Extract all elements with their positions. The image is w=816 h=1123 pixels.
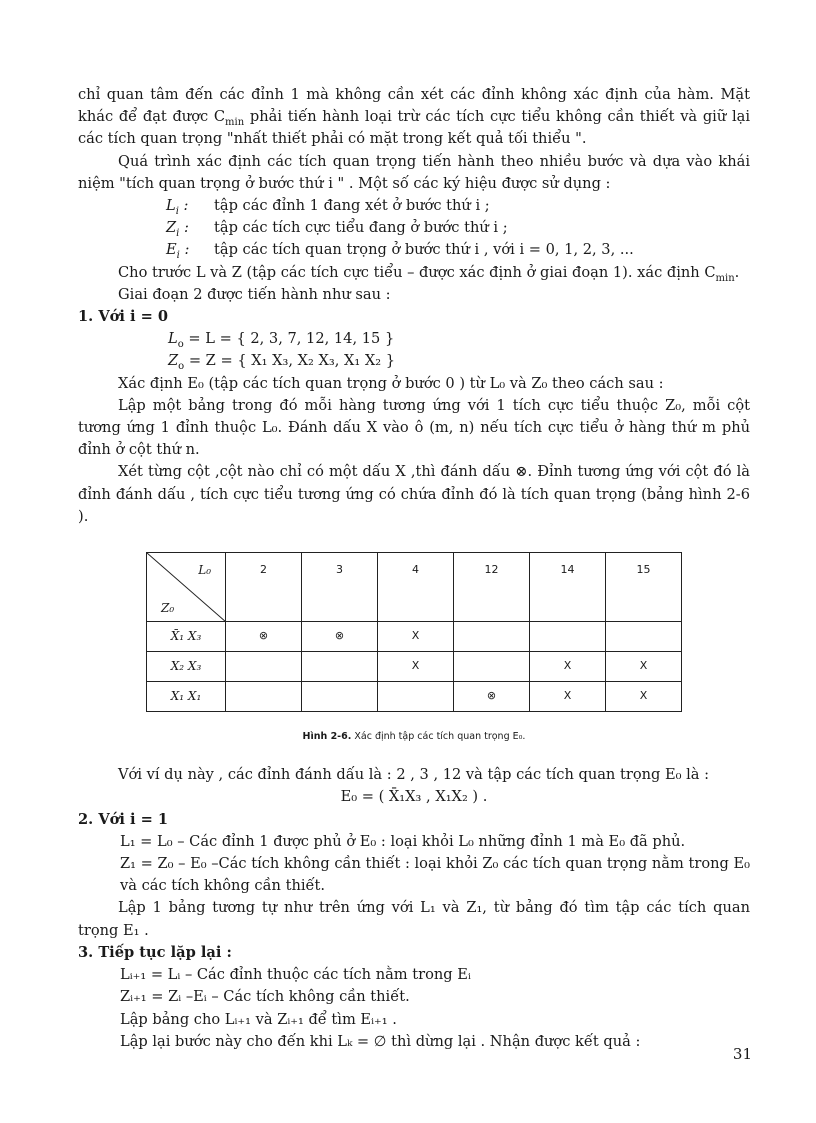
table-cell <box>302 682 378 712</box>
step1-paragraph-1: Xác định E₀ (tập các tích quan trọng ở bước 0 ) từ L₀ và Z₀ theo cách sau : <box>118 374 664 392</box>
definition-text: tập các tích cực tiểu đang ở bước thứ i ; <box>214 219 508 237</box>
table-row-label: X₂ X₃ <box>147 652 226 682</box>
table-cell <box>454 652 530 682</box>
table-column-header: 2 <box>226 553 302 622</box>
table-cell <box>454 622 530 652</box>
step3-paragraph-1: Lập bảng cho Lᵢ₊₁ và Zᵢ₊₁ để tìm Eᵢ₊₁ . <box>120 1010 397 1028</box>
step3-heading: 3. Tiếp tục lặp lại : <box>78 943 232 961</box>
table-column-header: 4 <box>378 553 454 622</box>
table-cell: X <box>606 682 682 712</box>
table-cell <box>302 652 378 682</box>
table-column-header: 3 <box>302 553 378 622</box>
step1-eq-L0: $L_o = L$ = { 2, 3, 7, 12, 14, 15 } <box>168 330 395 351</box>
definition-symbol: $E_i$ : <box>166 241 190 262</box>
table-cell <box>378 682 454 712</box>
table-cell <box>606 622 682 652</box>
table-header-row <box>147 553 682 622</box>
important-products-table <box>146 552 682 712</box>
intro-paragraph-1: chỉ quan tâm đến các đỉnh 1 mà không cần xét các đỉnh không xác định của hàm. Mặt khác để đạt được $C_{min}$ phải tiến hành loại trừ các tích cực tiểu không cần thiết và giữ lại các tích quan trọng "nhất thiết phải có mặt trong kết quả tối thiểu ". <box>78 86 750 148</box>
table-row <box>147 652 682 682</box>
corner-label-l0: L₀ <box>198 563 211 578</box>
step1-heading: 1. Với i = 0 <box>78 308 169 326</box>
table-cell: X <box>378 622 454 652</box>
step2-z1: Z₁ = Z₀ – E₀ –Các tích không cần thiết : loại khỏi Z₀ các tích quan trọng nằm trong E₀ và các tích không cần thiết. <box>120 855 750 895</box>
table-cell: X <box>530 682 606 712</box>
given-line-1: Cho trước L và Z (tập các tích cực tiểu – được xác định ở giai đoạn 1). xác định $C_{min}$. <box>118 263 740 284</box>
step1-paragraph-3: Xét từng cột ,cột nào chỉ có một dấu X ,thì đánh dấu ⊗. Đỉnh tương ứng với cột đó là đỉnh đánh dấu , tích cực tiểu tương ứng có chứa đỉnh đó là tích quan trọng (bảng hình 2-6 ). <box>78 463 750 525</box>
figure-caption: Hình 2-6. Xác định tập các tích quan trọng E₀. <box>302 731 526 743</box>
table-cell: ⊗ <box>226 622 302 652</box>
step2-l1: L₁ = L₀ – Các đỉnh 1 được phủ ở E₀ : loại khỏi L₀ những đỉnh 1 mà E₀ đã phủ. <box>120 832 686 850</box>
definition-item <box>78 195 750 217</box>
given-line-2: Giai đoạn 2 được tiến hành như sau : <box>118 285 391 303</box>
definition-symbol: $Z_i$ : <box>166 219 189 240</box>
step1-paragraph-2: Lập một bảng trong đó mỗi hàng tương ứng với 1 tích cực tiểu thuộc Z₀, mỗi cột tương ứng 1 đỉnh thuộc L₀. Đánh dấu X vào ô (m, n) nếu tích cực tiểu ở hàng thứ m phủ đỉnh ở cột thứ n. <box>78 396 750 459</box>
table-cell: ⊗ <box>454 682 530 712</box>
result-paragraph: Với ví dụ này , các đỉnh đánh dấu là : 2 , 3 , 12 và tập các tích quan trọng E₀ là : <box>118 766 710 784</box>
step3-z: Zᵢ₊₁ = Zᵢ –Eᵢ – Các tích không cần thiết. <box>120 988 410 1006</box>
table-cell: X <box>606 652 682 682</box>
intro-paragraph-2: Quá trình xác định các tích quan trọng tiến hành theo nhiều bước và dựa vào khái niệm "tích quan trọng ở bước thứ i " . Một số các ký hiệu được sử dụng : <box>78 152 750 192</box>
table-cell <box>226 682 302 712</box>
table-cell: ⊗ <box>302 622 378 652</box>
step3-l: Lᵢ₊₁ = Lᵢ – Các đỉnh thuộc các tích nằm trong Eᵢ <box>120 966 471 984</box>
step2-paragraph: Lập 1 bảng tương tự như trên ứng với L₁ và Z₁, từ bảng đó tìm tập các tích quan trọng E₁ . <box>78 899 750 939</box>
definition-text: tập các đỉnh 1 đang xét ở bước thứ i ; <box>214 197 490 215</box>
step2-heading: 2. Với i = 1 <box>78 810 169 828</box>
table-row-label: X̄₁ X₃ <box>147 622 226 652</box>
definition-text: tập các tích quan trọng ở bước thứ i , với i = 0, 1, 2, 3, ... <box>214 241 634 259</box>
page-number: 31 <box>732 1045 752 1063</box>
table-cell <box>226 652 302 682</box>
table-cell <box>530 622 606 652</box>
definition-item <box>78 217 750 239</box>
table-row-label: X₁ X₁ <box>147 682 226 712</box>
step1-eq-Z0: $Z_o = Z$ = { X₁ X₃, X₂ X₃, X₁ X₂ } <box>168 352 396 373</box>
definition-symbol: $L_i$ : <box>166 197 189 217</box>
definition-list <box>78 195 750 262</box>
page-body <box>78 84 750 1053</box>
table-column-header: 12 <box>454 553 530 622</box>
corner-label-z0: Z₀ <box>161 601 175 616</box>
table-column-header: 14 <box>530 553 606 622</box>
corner-diagonal <box>147 553 226 622</box>
definition-item <box>78 239 750 261</box>
table-corner-cell <box>147 553 226 622</box>
table-row <box>147 682 682 712</box>
table-column-header: 15 <box>606 553 682 622</box>
result-formula: E₀ = ( X̄₁X₃ , X₁X₂ ) . <box>340 788 488 806</box>
table-cell: X <box>378 652 454 682</box>
table-cell: X <box>530 652 606 682</box>
step3-paragraph-2: Lập lại bước này cho đến khi Lₖ = ∅ thì dừng lại . Nhận được kết quả : <box>120 1032 641 1050</box>
table-row <box>147 622 682 652</box>
